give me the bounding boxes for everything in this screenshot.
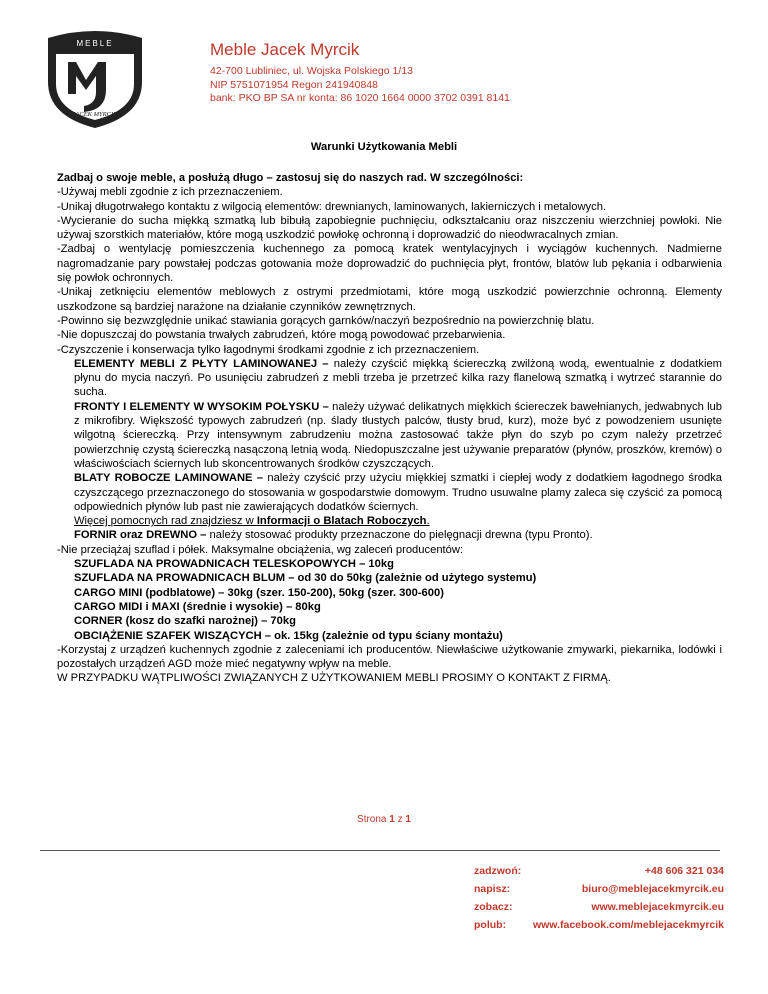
care-laminate bbox=[57, 357, 722, 400]
company-header bbox=[210, 40, 510, 106]
contact-row-website bbox=[474, 898, 724, 916]
load-item: CARGO MIDI i MAXI (średnie i wysokie) – 80kg bbox=[74, 600, 321, 613]
page-total: 1 bbox=[405, 814, 411, 825]
page-current: 1 bbox=[389, 814, 395, 825]
load-item: SZUFLADA NA PROWADNICACH TELESKOPOWYCH – 10kg bbox=[74, 558, 394, 571]
contact-label: polub: bbox=[474, 919, 507, 931]
page-number bbox=[0, 814, 768, 825]
company-ids: NIP 5751071954 Regon 241940848 bbox=[210, 78, 378, 91]
more-info-text: Więcej pomocnych rad znajdziesz w bbox=[74, 515, 257, 528]
load-intro: -Nie przeciążaj szuflad i półek. Maksymalne obciążenia, wg zaleceń producentów: bbox=[57, 543, 464, 556]
care-counter-title: BLATY ROBOCZE LAMINOWANE – bbox=[74, 472, 264, 485]
load-item: CARGO MINI (podblatowe) – 30kg (szer. 150-200), 50kg (szer. 300-600) bbox=[74, 586, 444, 599]
contact-label: napisz: bbox=[474, 883, 511, 895]
page-sep: z bbox=[394, 814, 406, 825]
rule-item: -Wycieranie do sucha miękką szmatką lub bibułą zapobiegnie puchnięciu, odkształcaniu oraz niszczeniu wierzchniej powłoki. Nie używaj szorstkich materiałów, które mogą uszkodzić powłokę ochronną i doprowadzić do nieodwracalnych zmian. bbox=[57, 214, 722, 242]
contact-row-facebook bbox=[474, 916, 724, 934]
document-title: Warunki Użytkowania Mebli bbox=[310, 141, 458, 153]
phone-link[interactable]: +48 606 321 034 bbox=[644, 865, 724, 877]
care-counter bbox=[57, 471, 722, 514]
contact-label: zobacz: bbox=[474, 901, 513, 913]
care-laminate-text: należy czyścić miękką ściereczką zwilżoną wodą, ewentualnie z dodatkiem płynu do mycia naczyń. Po usunięciu zabrudzeń z mebli trzeba je przetrzeć kilka razy flanelową szmatką i wytrzeć starannie do sucha. bbox=[74, 357, 722, 399]
rule-item: -Czyszczenie i konserwacja tylko łagodnymi środkami zgodnie z ich przeznaczeniem. bbox=[57, 343, 480, 356]
load-item: OBCIĄŻENIE SZAFEK WISZĄCYCH – ok. 15kg (zależnie od typu ściany montażu) bbox=[74, 629, 503, 642]
load-item: CORNER (kosz do szafki narożnej) – 70kg bbox=[74, 615, 296, 628]
website-link[interactable]: www.meblejacekmyrcik.eu bbox=[591, 901, 724, 913]
care-counter-text: należy czyścić przy użyciu miękkiej szmatki i ciepłej wody z dodatkiem łagodnego środka czyszczącego przeznaczonego do stosowania w gospodarstwie domowym. Trudno usuwalne plamy zaleca się czyścić za pomocą odpowiednich płynów lub past nie zawierających dodatków ściernych. bbox=[74, 472, 722, 513]
rule-item: -Używaj mebli zgodnie z ich przeznaczeniem. bbox=[57, 186, 283, 199]
more-info-line bbox=[57, 514, 722, 528]
footer-divider bbox=[40, 850, 720, 851]
care-gloss-title: FRONTY I ELEMENTY W WYSOKIM POŁYSKU – bbox=[74, 400, 329, 413]
load-item: SZUFLADA NA PROWADNICACH BLUM – od 30 do 50kg (zależnie od użytego systemu) bbox=[74, 572, 537, 585]
logo-emblem bbox=[40, 20, 150, 130]
contact-row-email bbox=[474, 880, 724, 898]
more-info-end: . bbox=[426, 515, 430, 528]
care-gloss bbox=[57, 400, 722, 471]
company-name: Meble Jacek Myrcik bbox=[210, 40, 360, 59]
rule-item: -Unikaj zetknięciu elementów meblowych z ostrymi przedmiotami, które mogą uszkodzić powierzchnie ochronną. Elementy uszkodzone są bardziej narażone na działanie czynników zewnętrznych. bbox=[57, 286, 722, 313]
care-laminate-title: ELEMENTY MEBLI Z PŁYTY LAMINOWANEJ – bbox=[74, 357, 329, 370]
care-gloss-text: należy używać delikatnych miękkich ściereczek bawełnianych, jedwabnych lub z mikrofibry. Większość typowych zabrudzeń (np. ślady tłustych palców, tłusty brud, kurz), może być z powodzeniem usunięte wilgotną ściereczką. Przy intensywnym zabrudzeniu można zastosować także płyn do szyb po czym należy przetrzeć powierzchnię czystą ściereczką nasączoną letnią wodą. Niedopuszczalne jest używanie preparatów (płynów, proszków, kremów) o właściwościach ściernych lub skoncentrowanych środków czyszczących. bbox=[74, 400, 722, 470]
company-bank: bank: PKO BP SA nr konta: 86 1020 1664 0000 3702 0391 8141 bbox=[210, 92, 510, 104]
rule-item: -Nie dopuszczaj do powstania trwałych zabrudzeń, które mogą powodować przebarwienia. bbox=[57, 329, 506, 342]
company-logo bbox=[40, 20, 150, 130]
contact-note: W PRZYPADKU WĄTPLIWOŚCI ZWIĄZANYCH Z UŻYTKOWANIEM MEBLI PROSIMY O KONTAKT Z FIRMĄ. bbox=[57, 672, 611, 685]
logo-top-text: MEBLE bbox=[76, 39, 114, 48]
document-body bbox=[57, 171, 722, 686]
care-wood bbox=[57, 528, 722, 542]
intro-heading: Zadbaj o swoje meble, a posłużą długo – zastosuj się do naszych rad. W szczególności: bbox=[57, 172, 524, 184]
worktops-info-link[interactable]: Informacji o Blatach Roboczych bbox=[256, 515, 427, 528]
footer-contacts bbox=[474, 862, 724, 934]
facebook-link[interactable]: www.facebook.com/meblejacekmyrcik bbox=[532, 919, 724, 931]
appliances-rule: -Korzystaj z urządzeń kuchennych zgodnie z zaleceniami ich producentów. Niewłaściwe użytkowanie zmywarki, piekarnika, lodówki i pozostałych urządzeń AGD może mieć negatywny wpływ na meble. bbox=[57, 643, 722, 671]
company-address: 42-700 Lubliniec, ul. Wojska Polskiego 1/13 bbox=[210, 65, 413, 77]
contact-row-phone bbox=[474, 862, 724, 880]
rule-item: -Unikaj długotrwałego kontaktu z wilgocią elementów: drewnianych, laminowanych, lakierniczych i metalowych. bbox=[57, 200, 607, 213]
contact-label: zadzwoń: bbox=[474, 865, 522, 877]
rule-item: -Powinno się bezwzględnie unikać stawiania gorących garnków/naczyń bezpośrednio na powierzchnię blatu. bbox=[57, 314, 595, 327]
care-wood-title: FORNIR oraz DREWNO – bbox=[74, 529, 207, 542]
email-link[interactable]: biuro@meblejacekmyrcik.eu bbox=[581, 883, 724, 895]
page-prefix: Strona bbox=[357, 814, 390, 825]
care-wood-text: należy stosować produkty przeznaczone do pielęgnacji drewna (typu Pronto). bbox=[206, 529, 593, 542]
rule-item: -Zadbaj o wentylację pomieszczenia kuchennego za pomocą kratek wentylacyjnych i wyciągów kuchennych. Nadmierne nagromadzanie pary powstałej podczas gotowania może doprowadzić do puchnięcia płyt, frontów, blatów lub pękania i odbarwienia się powłok ochronnych. bbox=[57, 243, 722, 285]
logo-bottom-text: JACEK MYRCIK bbox=[72, 111, 118, 118]
